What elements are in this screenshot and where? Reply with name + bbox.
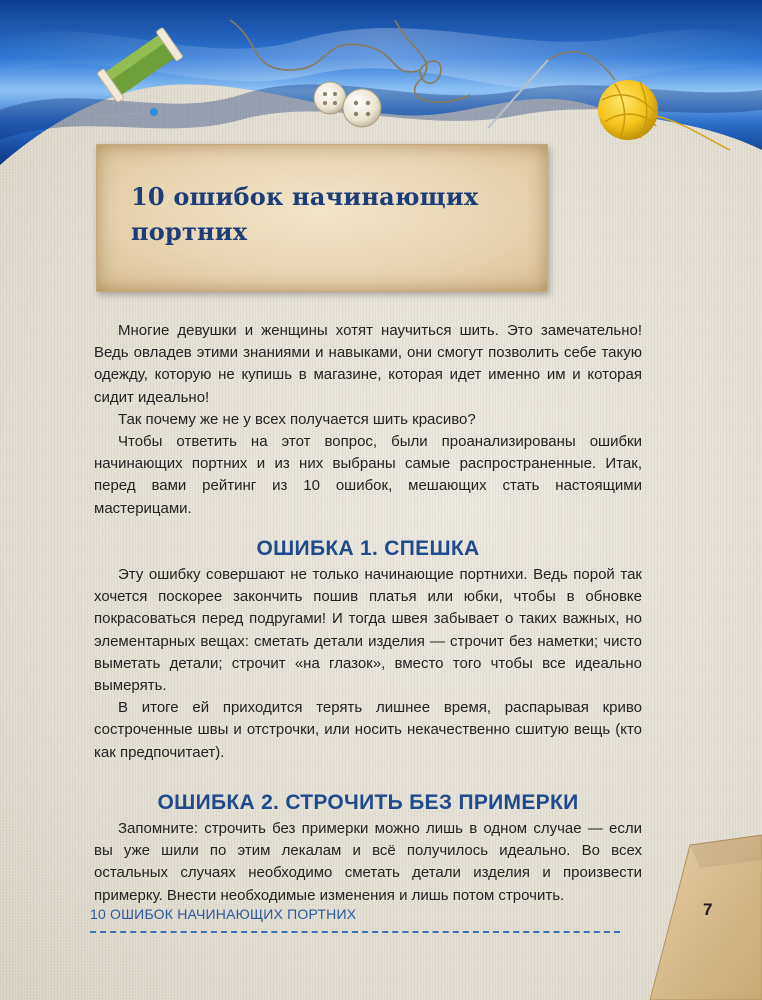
page-title: 10 ошибок начинающих портних (131, 182, 479, 246)
running-title: 10 ОШИБОК НАЧИНАЮЩИХ ПОРТНИХ (90, 906, 357, 922)
section-paragraph: В итоге ей приходится терять лишнее время, распарывая криво состроченные швы и отстрочки, или носить некачественно сшитую вещь (кто как предпочитает). (94, 699, 642, 761)
article-body (94, 320, 642, 907)
intro-paragraph: Так почему же не у всех получается шить красиво? (118, 410, 476, 428)
title-card (96, 144, 548, 292)
section-heading: ОШИБКА 2. СТРОЧИТЬ БЕЗ ПРИМЕРКИ (157, 790, 579, 814)
section-paragraph: Эту ошибку совершают не только начинающие портнихи. Ведь порой так хочется поскорее закончить пошив платья или юбки, чтобы в обновке покрасоваться перед подругами! И тогда швея забывает о таких важных, но элементарных вещах: сметать детали изделия — строчит без наметки; чисто выметать детали; строчит «на глазок», вместо того чтобы все идеально вымерять. (94, 566, 642, 695)
sewing-button-icon (314, 82, 346, 114)
sewing-button-icon (343, 89, 381, 127)
intro-paragraph: Многие девушки и женщины хотят научиться шить. Это замечательно! Ведь овладев этими знаниями и навыками, они смогут позволить себе такую одежду, которую не купишь в магазине, которая идет именно им и которая сидит идеально! (94, 322, 642, 406)
footer-dashed-divider (90, 931, 620, 933)
section-paragraph: Запомните: строчить без примерки можно лишь в одном случае — если вы уже шили по этим лекалам и всё получилось идеально. Во всех остальных случаях необходимо сметать детали изделия и произвести примерку. Внести необходимые изменения и лишь потом строчить. (94, 820, 642, 904)
intro-paragraph: Чтобы ответить на этот вопрос, были проанализированы ошибки начинающих портних и из них выбраны самые распространенные. Итак, перед вами рейтинг из 10 ошибок, мешающих стать настоящими мастерицами. (94, 433, 642, 517)
page-number: 7 (703, 900, 713, 919)
section-heading: ОШИБКА 1. СПЕШКА (256, 536, 480, 560)
